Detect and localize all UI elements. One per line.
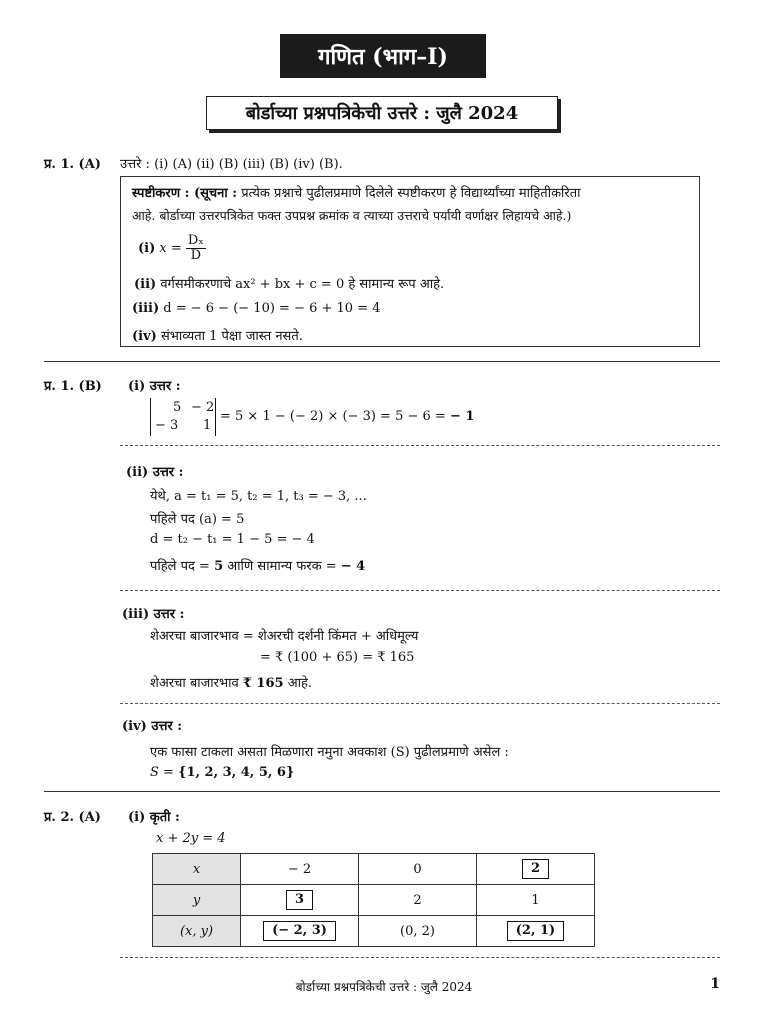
det-c: − 3 xyxy=(155,418,179,433)
iv-set-b: {1, 2, 3, 4, 5, 6} xyxy=(178,765,295,780)
item-ii-no: (ii) xyxy=(134,277,157,292)
ii-final-b: 5 xyxy=(214,559,224,574)
table-cell: 2 xyxy=(359,885,477,916)
table-header-xy: (x, y) xyxy=(153,916,241,947)
answer-head-1b-i: (i) उत्तर : xyxy=(128,379,181,394)
section-divider xyxy=(44,361,720,362)
table-cell-boxed xyxy=(241,916,359,947)
ii-line-1: येथे, a = t₁ = 5, t₂ = 1, t₃ = − 3, ... xyxy=(150,489,367,504)
table-cell: 1 xyxy=(477,885,595,916)
question-label-1b: प्र. 1. (B) xyxy=(44,379,102,394)
explanation-line-1: प्रत्येक प्रश्नाचे पुढीलप्रमाणे दिलेले स्पष्टीकरण हे विद्यार्थ्यांच्या माहितीकरिता xyxy=(241,186,581,201)
item-i-no: (i) xyxy=(138,241,156,256)
ii-final-a: पहिले पद = xyxy=(150,559,210,574)
det-a: 5 xyxy=(173,400,182,415)
fraction-denominator: D xyxy=(190,248,202,263)
table-cell-boxed xyxy=(241,885,359,916)
item-iii xyxy=(132,301,381,316)
table-cell: (0, 2) xyxy=(359,916,477,947)
iii-final-a: शेअरचा बाजारभाव xyxy=(150,676,239,691)
item-iv-text: संभाव्यता 1 पेक्षा जास्त नसते. xyxy=(160,329,303,344)
dashed-divider xyxy=(120,703,720,704)
table-cell: 0 xyxy=(359,854,477,885)
answer-head-1b-iii: (iii) उत्तर : xyxy=(122,607,185,622)
table-row xyxy=(153,885,595,916)
iii-line-1: शेअरचा बाजारभाव = शेअरची दर्शनी किंमत + अधिमूल्य xyxy=(150,629,419,644)
page-number: 1 xyxy=(710,976,720,992)
answer-line-1a: उत्तरे : (i) (A) (ii) (B) (iii) (B) (iv) (B). xyxy=(120,157,343,172)
item-i xyxy=(138,234,206,263)
iv-set-a: S = xyxy=(150,765,174,780)
iii-final-c: आहे. xyxy=(287,676,313,691)
iii-line-2: = ₹ (100 + 65) = ₹ 165 xyxy=(260,650,415,665)
det-result: − 1 xyxy=(449,409,475,424)
iii-final-b: ₹ 165 xyxy=(242,676,284,691)
dashed-divider xyxy=(120,445,720,446)
ii-line-2: पहिले पद (a) = 5 xyxy=(150,512,245,527)
table-cell-boxed xyxy=(477,916,595,947)
boxed-answer: 3 xyxy=(286,890,313,910)
page-footer: बोर्डाच्या प्रश्नपत्रिकेची उत्तरे : जुलै 2024 xyxy=(295,980,473,994)
question-label-2a: प्र. 2. (A) xyxy=(44,810,101,825)
iv-set xyxy=(150,765,294,780)
item-ii xyxy=(134,274,444,292)
explanation-label: स्पष्टीकरण : (सूचना : xyxy=(132,186,238,201)
ii-final-c: आणि सामान्य फरक = xyxy=(227,559,337,574)
dashed-divider xyxy=(120,957,720,958)
table-header-y: y xyxy=(153,885,241,916)
ii-final xyxy=(150,556,365,574)
ii-final-d: − 4 xyxy=(340,559,366,574)
table-cell-boxed xyxy=(477,854,595,885)
det-expression xyxy=(220,409,474,424)
explanation-text xyxy=(132,184,692,204)
item-i-text: x = xyxy=(159,241,182,256)
table-row xyxy=(153,854,595,885)
det-d: 1 xyxy=(203,418,212,433)
table-cell: − 2 xyxy=(241,854,359,885)
det-expr-text: = 5 × 1 − (− 2) × (− 3) = 5 − 6 = xyxy=(220,409,446,424)
page-subtitle: बोर्डाच्या प्रश्नपत्रिकेची उत्तरे : जुलै 2024 xyxy=(206,96,558,130)
dashed-divider xyxy=(120,590,720,591)
question-label-1a: प्र. 1. (A) xyxy=(44,157,101,172)
equation: x + 2y = 4 xyxy=(156,831,226,846)
table-row xyxy=(153,916,595,947)
answer-head-1b-ii: (ii) उत्तर : xyxy=(126,465,184,480)
iii-final xyxy=(150,673,312,691)
item-iii-text: d = − 6 − (− 10) = − 6 + 10 = 4 xyxy=(163,301,381,316)
fraction-dx-over-d xyxy=(186,234,206,263)
answer-head-1b-iv: (iv) उत्तर : xyxy=(122,719,183,734)
boxed-answer: 2 xyxy=(522,859,549,879)
iv-line: एक फासा टाकला असता मिळणारा नमुना अवकाश (S) पुढीलप्रमाणे असेल : xyxy=(150,745,509,760)
boxed-answer: (− 2, 3) xyxy=(263,921,336,941)
determinant xyxy=(150,398,216,436)
item-iii-no: (iii) xyxy=(132,301,160,316)
section-divider xyxy=(44,791,720,792)
table-header-x: x xyxy=(153,854,241,885)
det-b: − 2 xyxy=(191,400,215,415)
boxed-answer: (2, 1) xyxy=(507,921,564,941)
item-iv-no: (iv) xyxy=(132,329,157,344)
values-table xyxy=(152,853,595,947)
item-ii-text: वर्गसमीकरणाचे ax² + bx + c = 0 हे सामान्य रूप आहे. xyxy=(160,277,445,292)
fraction-numerator: Dₓ xyxy=(187,233,204,248)
item-iv xyxy=(132,326,303,344)
page-title: गणित (भाग–I) xyxy=(280,34,486,78)
ii-line-3: d = t₂ − t₁ = 1 − 5 = − 4 xyxy=(150,532,315,547)
activity-head-2a-i: (i) कृती : xyxy=(128,810,180,825)
explanation-line-2: आहे. बोर्डाच्या उत्तरपत्रिकेत फक्त उपप्रश्न क्रमांक व त्याच्या उत्तराचे पर्यायी वर्णाक्षर लिहायचे आहे.) xyxy=(132,208,572,223)
